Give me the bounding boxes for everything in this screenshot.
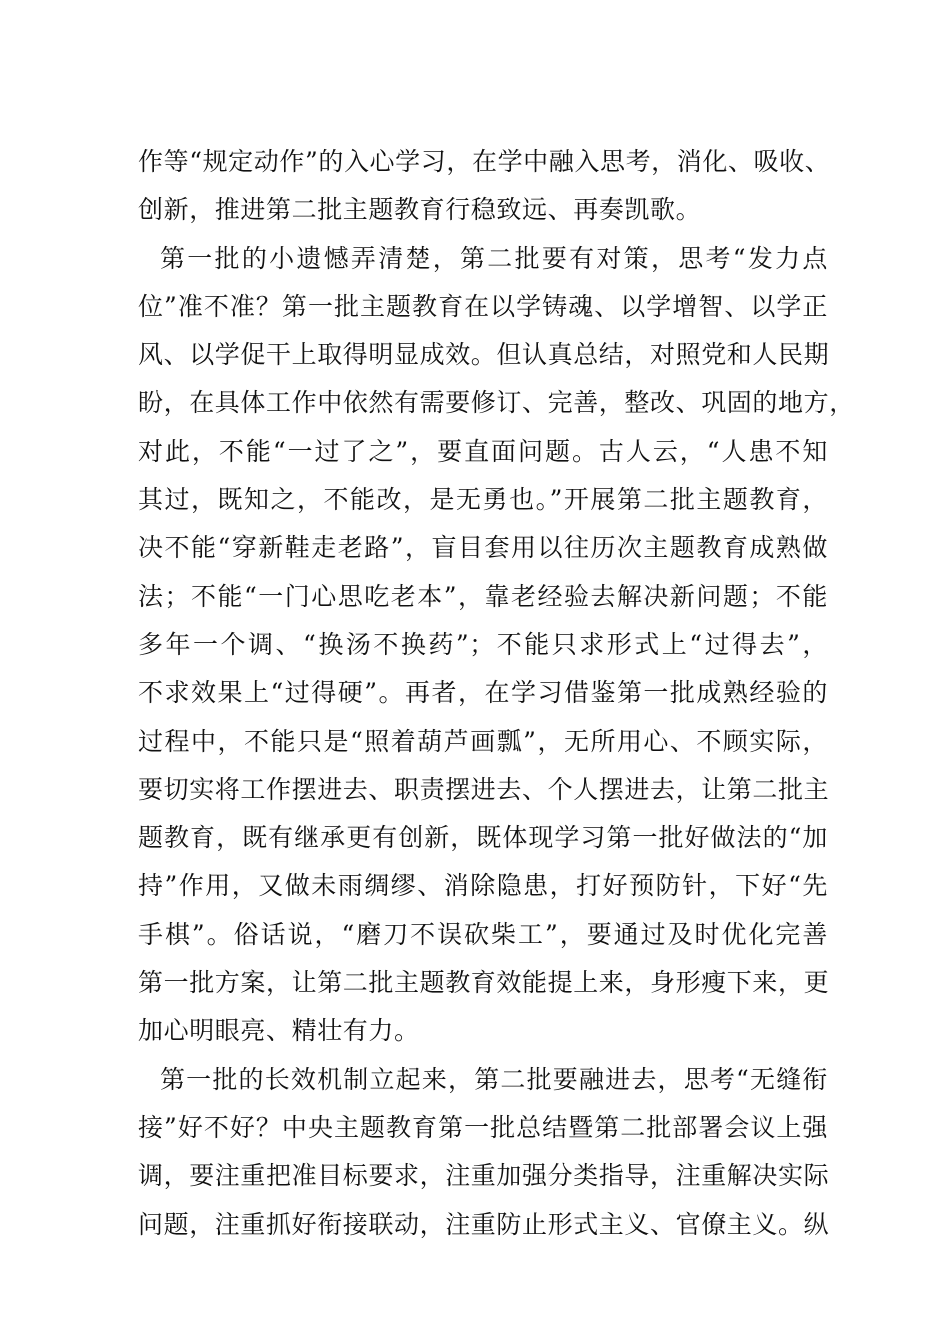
text-line-18: 第一批方案，让第二批主题教育效能提上来，身形瘦下来，更 — [138, 968, 830, 998]
text-line-10: 法；不能“一门心思吃老本”，靠老经验去解决新问题；不能 — [138, 581, 828, 611]
text-line-6: 盼，在具体工作中依然有需要修订、完善，整改、巩固的地方， — [138, 388, 855, 418]
text-line-15: 题教育，既有继承更有创新，既体现学习第一批好做法的“加 — [138, 823, 828, 853]
paragraph-start-line: 第一批的长效机制立起来，第二批要融进去，思考“无缝衔 — [160, 1064, 828, 1094]
text-line-4: 位”准不准？第一批主题教育在以学铸魂、以学增智、以学正 — [138, 291, 828, 321]
text-line-19: 加心明眼亮、精壮有力。 — [138, 1016, 420, 1046]
text-line-5: 风、以学促干上取得明显成效。但认真总结，对照党和人民期 — [138, 340, 830, 370]
document-body — [138, 138, 855, 1249]
text-line-11: 多年一个调、“换汤不换药”；不能只求形式上“过得去”， — [138, 629, 828, 659]
text-line-8: 其过，既知之，不能改，是无勇也。”开展第二批主题教育， — [138, 485, 828, 515]
text-line-2: 创新，推进第二批主题教育行稳致远、再奏凯歌。 — [138, 195, 702, 225]
text-line-13: 过程中，不能只是“照着葫芦画瓢”，无所用心、不顾实际， — [138, 726, 828, 756]
text-line-1: 作等“规定动作”的入心学习，在学中融入思考，消化、吸收、 — [138, 147, 831, 176]
text-line-17: 手棋”。俗话说，“磨刀不误砍柴工”，要通过及时优化完善 — [138, 919, 828, 949]
text-line-23: 问题，注重抓好衔接联动，注重防止形式主义、官僚主义。纵 — [138, 1209, 830, 1239]
paragraph-start-line: 第一批的小遗憾弄清楚，第二批要有对策，思考“发力点 — [160, 243, 828, 273]
text-line-16: 持”作用，又做未雨绸缪、消除隐患，打好预防针，下好“先 — [138, 871, 828, 901]
text-line-22: 调，要注重把准目标要求，注重加强分类指导，注重解决实际 — [138, 1161, 830, 1191]
text-line-14: 要切实将工作摆进去、职责摆进去、个人摆进去，让第二批主 — [138, 774, 830, 804]
text-line-7: 对此，不能“一过了之”，要直面问题。古人云，“人患不知 — [138, 436, 828, 466]
text-line-9: 决不能“穿新鞋走老路”，盲目套用以往历次主题教育成熟做 — [138, 533, 828, 563]
text-line-12: 不求效果上“过得硬”。再者，在学习借鉴第一批成熟经验的 — [138, 678, 828, 708]
text-line-21: 接”好不好？中央主题教育第一批总结暨第二批部署会议上强 — [138, 1112, 828, 1142]
